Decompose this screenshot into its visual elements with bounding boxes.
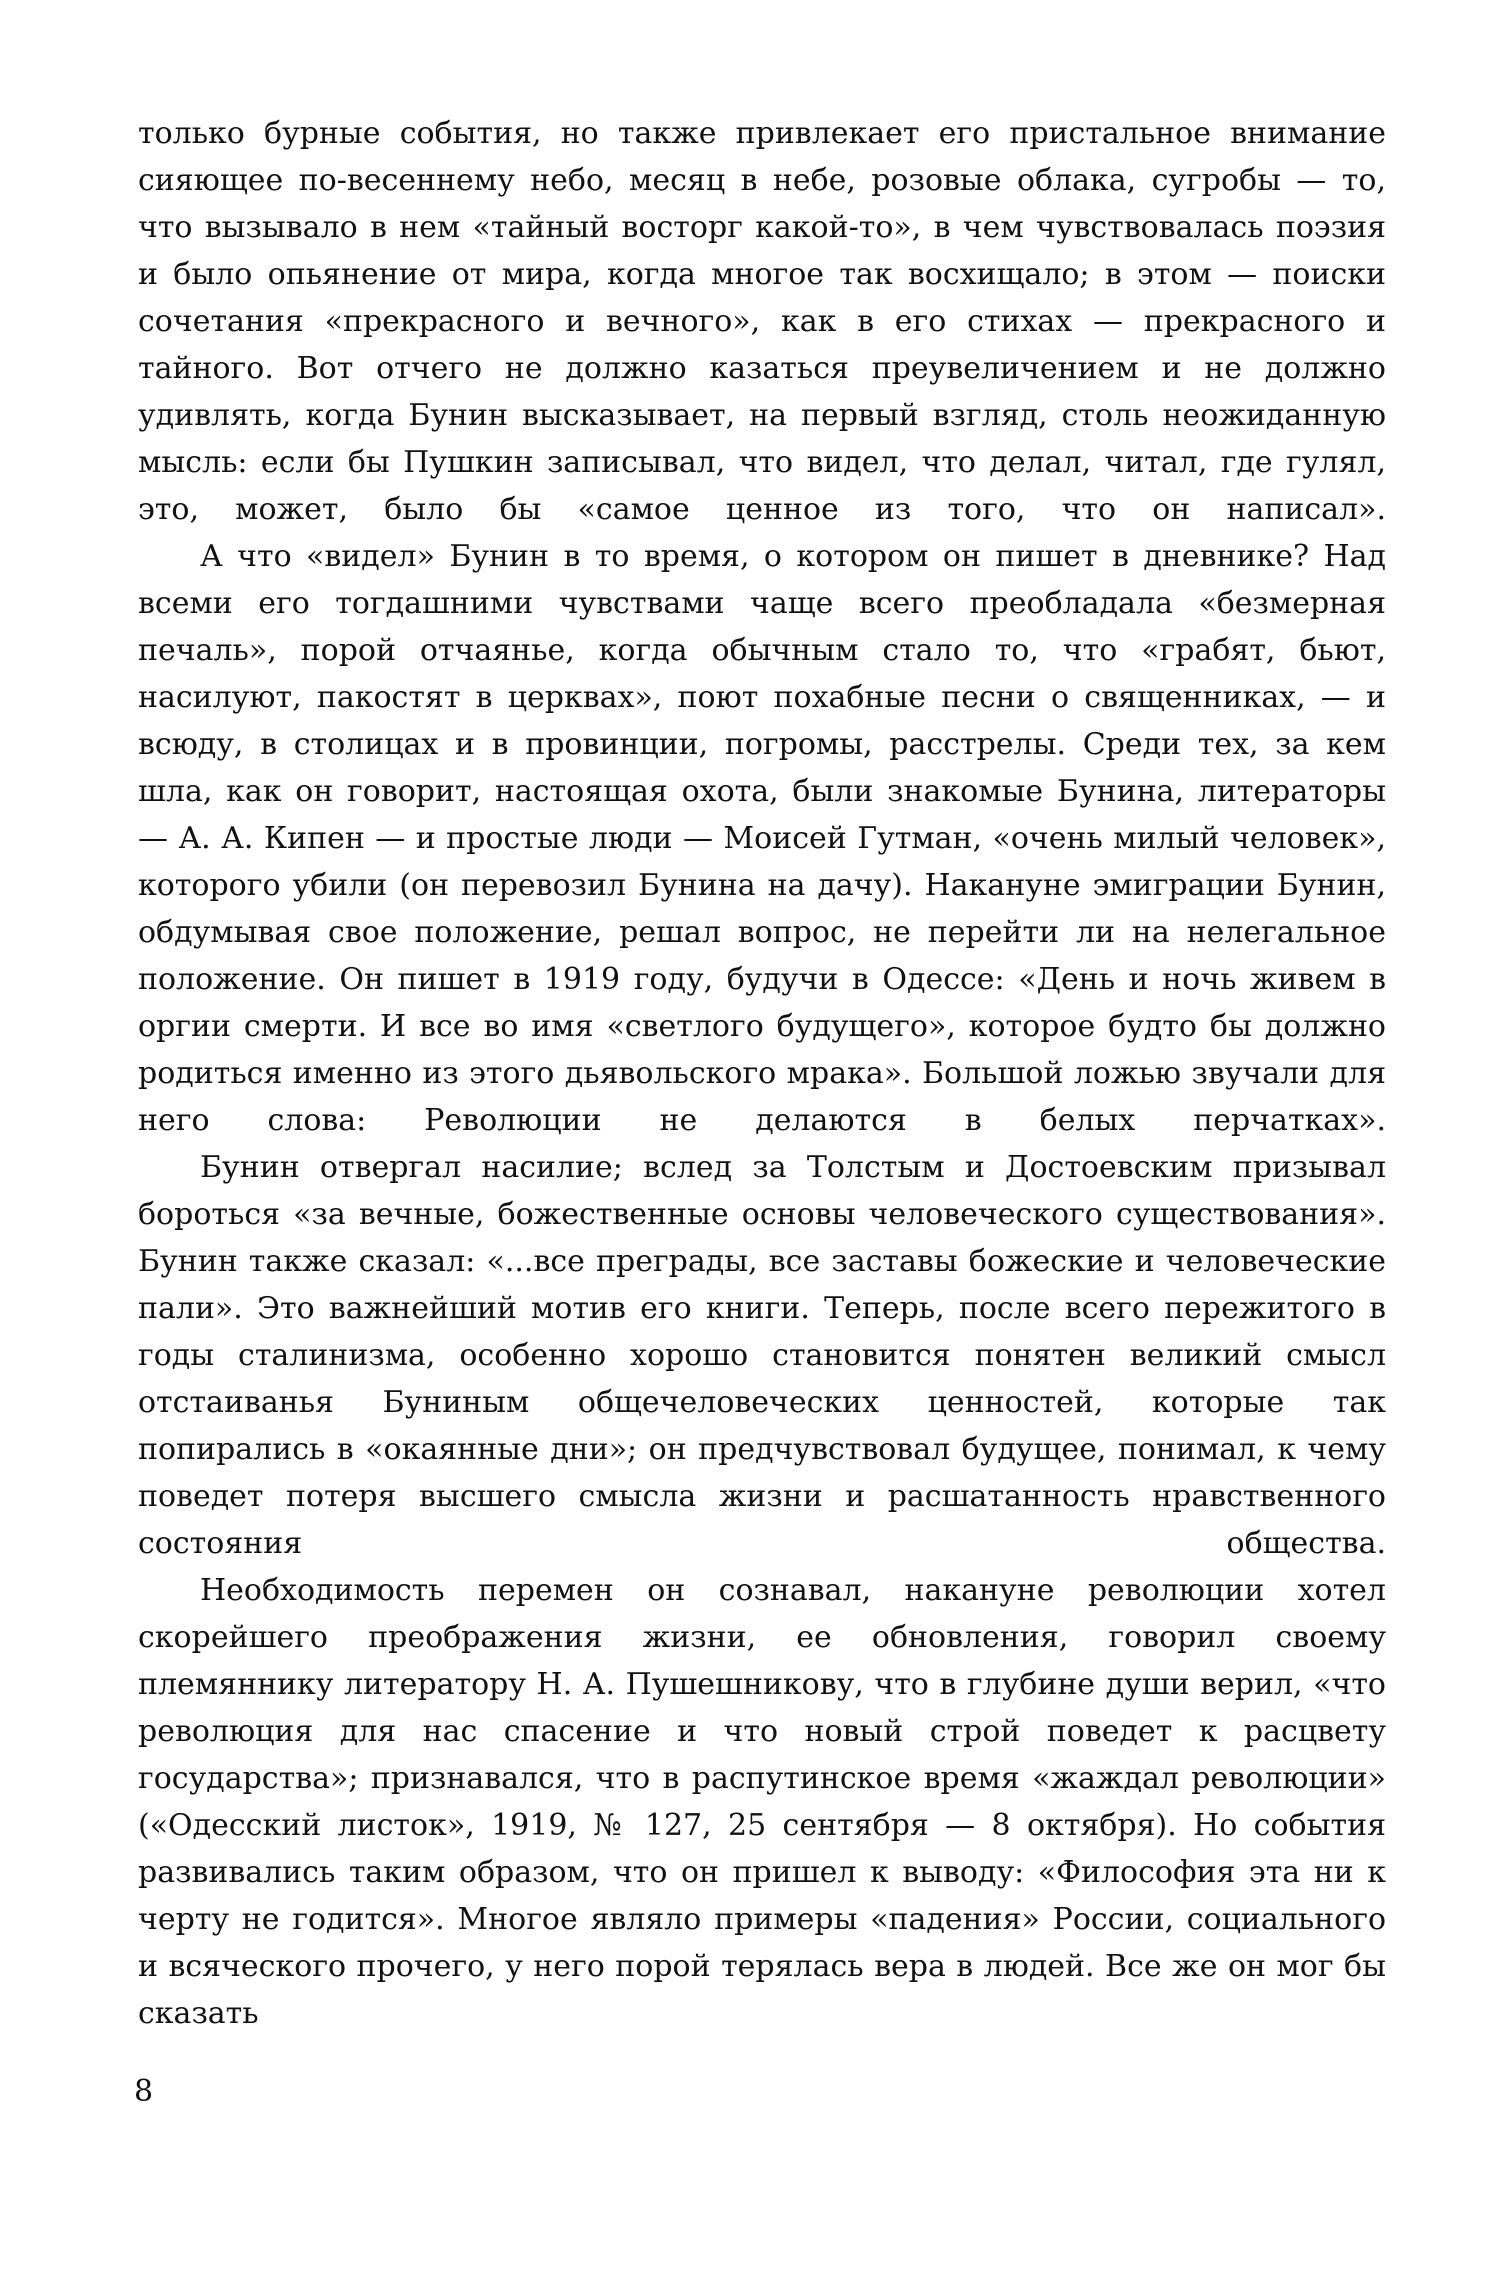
body-text (138, 110, 1386, 2037)
paragraph-continued: только бурные события, но также привлекает его пристальное внимание сияющее по-весеннему небо, месяц в небе, розовые облака, сугробы — то, что вызывало в нем «тайный восторг какой-то», в чем чувствовалась поэзия и было опьянение от мира, когда многое так восхищало; в этом — поиски сочетания «прекрасного и вечного», как в его стихах — прекрасного и тайного. Вот отчего не должно казаться преувеличением и не должно удивлять, когда Бунин высказывает, на первый взгляд, столь неожиданную мысль: если бы Пушкин записывал, что видел, что делал, читал, где гулял, это, может, было бы «самое ценное из того, что он написал». (138, 116, 1386, 527)
page-number: 8 (134, 2074, 154, 2109)
paragraph-revolution: Необходимость перемен он сознавал, накануне революции хотел скорейшего преображения жизни, ее обновления, говорил своему племяннику литератору Н. А. Пушешникову, что в глубине души верил, «что революция для нас спасение и что новый строй поведет к расцвету государства»; признавался, что в распутинское время «жаждал революции» («Одесский листок», 1919, № 127, 25 сентября — 8 октября). Но события развивались таким образом, что он пришел к выводу: «Философия эта ни к черту не годится». Многое являло примеры «падения» России, социального и всяческого прочего, у него порой терялась вера в людей. Все же он мог бы сказать (138, 1573, 1386, 2031)
paragraph-violence: Бунин отвергал насилие; вслед за Толстым и Достоевским призывал бороться «за вечные, божественные основы человеческого существования». Бунин также сказал: «...все преграды, все заставы божеские и человеческие пали». Это важнейший мотив его книги. Теперь, после всего пережитого в годы сталинизма, особенно хорошо становится понятен великий смысл отстаиванья Буниным общечеловеческих ценностей, которые так попирались в «окаянные дни»; он предчувствовал будущее, понимал, к чему поведет потеря высшего смысла жизни и расшатанность нравственного состояния общества. (138, 1150, 1386, 1561)
paragraph-diary: А что «видел» Бунин в то время, о котором он пишет в дневнике? Над всеми его тогдашними чувствами чаще всего преобладала «безмерная печаль», порой отчаянье, когда обычным стало то, что «грабят, бьют, насилуют, пакостят в церквах», поют похабные песни о священниках, — и всюду, в столицах и в провинции, погромы, расстрелы. Среди тех, за кем шла, как он говорит, настоящая охота, были знакомые Бунина, литераторы — А. А. Кипен — и простые люди — Моисей Гутман, «очень милый человек», которого убили (он перевозил Бунина на дачу). Накануне эмиграции Бунин, обдумывая свое положение, решал вопрос, не перейти ли на нелегальное положение. Он пишет в 1919 году, будучи в Одессе: «День и ночь живем в оргии смерти. И все во имя «светлого будущего», которое будто бы должно родиться именно из этого дьявольского мрака». Большой ложью звучали для него слова: Революции не делаются в белых перчатках». (138, 539, 1386, 1138)
